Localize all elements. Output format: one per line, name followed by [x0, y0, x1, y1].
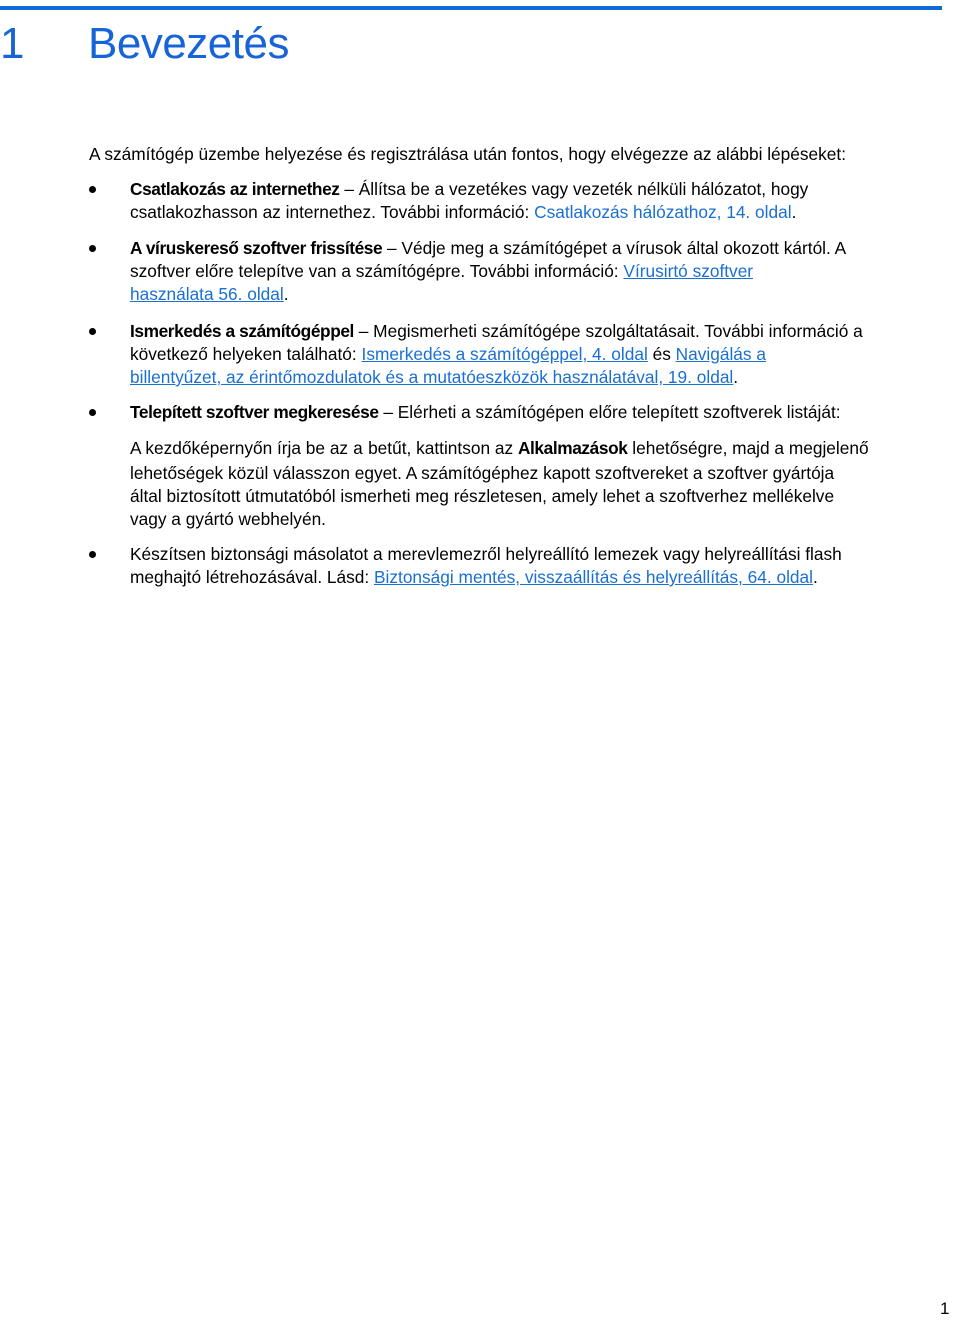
- link-ismerkedes[interactable]: Ismerkedés a számítógéppel, 4. oldal: [361, 344, 648, 364]
- text-line: [130, 178, 942, 201]
- link-navigalas-part1[interactable]: Navigálás a: [675, 344, 766, 364]
- list-item-biztonsagi: [130, 543, 942, 589]
- sub-text: A kezdőképernyőn írja be az: [130, 438, 353, 458]
- text-line: [130, 566, 942, 589]
- link-virusirto-part1[interactable]: Vírusirtó szoftver: [623, 261, 754, 281]
- text-line: Készítsen biztonsági másolatot a merevlemezről helyreállító lemezek vagy helyreállítási flash: [130, 544, 842, 564]
- item-description: – Védje meg a számítógépet a vírusok által okozott kártól. A: [382, 238, 847, 258]
- link-csatlakozas[interactable]: Csatlakozás hálózathoz, 14. oldal: [534, 202, 792, 222]
- list-item-text: [130, 543, 942, 589]
- text-line: által biztosított útmutatóból ismerheti meg részletesen, amely lehet a szoftverhez mellékelve: [130, 486, 835, 506]
- item-description: – Állítsa be a vezetékes vagy vezeték nélküli hálózatot, hogy: [339, 179, 809, 199]
- link-navigalas-part2[interactable]: billentyűzet, az érintőmozdulatok és a mutatóeszközök használatával, 19. oldal: [130, 367, 734, 387]
- item-description-cont: szoftver előre telepítve van a számítógépre. További információ:: [130, 261, 624, 281]
- ui-term: Alkalmazások: [517, 438, 628, 458]
- chapter-title: [0, 14, 289, 74]
- item-between: és: [647, 344, 676, 364]
- sub-text: lehetőségre, majd a megjelenő: [627, 438, 869, 458]
- text-line: [130, 260, 942, 283]
- text-line: [130, 437, 942, 462]
- bullet-icon: [89, 186, 96, 193]
- intro-paragraph: A számítógép üzembe helyezése és regisztrálása után fontos, hogy elvégezze az alábbi lépéseket:: [89, 144, 846, 164]
- item-description: – Elérheti a számítógépen előre telepített szoftverek listáját:: [378, 402, 841, 422]
- item-lead: Ismerkedés a számítógéppel: [130, 321, 354, 341]
- bullet-icon: [89, 245, 96, 252]
- list-item-antivirus: [130, 237, 942, 306]
- list-item-ismerkedes: [130, 320, 942, 389]
- bullet-icon: [89, 551, 96, 558]
- link-biztonsagi[interactable]: Biztonsági mentés, visszaállítás és helyreállítás, 64. oldal: [374, 567, 813, 587]
- bullet-icon: [89, 409, 96, 416]
- list-item-text: [130, 401, 942, 424]
- sub-text: betűt, kattintson az: [363, 438, 518, 458]
- chapter-number: 1: [0, 19, 24, 68]
- text-line: [130, 320, 942, 343]
- text-line: vagy a gyártó webhelyén.: [130, 509, 326, 529]
- list-item-text: [130, 178, 942, 224]
- text-line: [130, 237, 942, 260]
- chapter-top-rule: [0, 6, 942, 10]
- link-virusirto-part2[interactable]: használata 56. oldal: [130, 284, 284, 304]
- text-line: [130, 283, 942, 306]
- item-lead: Csatlakozás az internethez: [130, 179, 340, 199]
- text-line: [130, 401, 942, 424]
- item-lead: Telepített szoftver megkeresése: [130, 402, 379, 422]
- item-end: .: [812, 567, 818, 587]
- key-text: a: [352, 441, 364, 460]
- item-description-cont: meghajtó létrehozásával. Lásd:: [130, 567, 375, 587]
- sub-paragraph: [130, 437, 942, 531]
- item-description-cont: csatlakozhasson az internethez. További információ:: [130, 202, 535, 222]
- item-end: .: [283, 284, 289, 304]
- item-description: – Megismerheti számítógépe szolgáltatásait. További információ a: [353, 321, 863, 341]
- text-line: lehetőségek közül válasszon egyet. A számítógéphez kapott szoftvereket a szoftver gyártója: [130, 463, 835, 483]
- item-lead: A víruskereső szoftver frissítése: [130, 238, 383, 258]
- list-item-internet: [130, 178, 942, 224]
- item-end: .: [791, 202, 797, 222]
- list-item-szoftver: [130, 401, 942, 531]
- text-line: [130, 201, 942, 224]
- text-line: [130, 366, 942, 389]
- page-number: 1: [940, 1299, 950, 1318]
- bullet-icon: [89, 328, 96, 335]
- chapter-title-text: Bevezetés: [88, 19, 289, 68]
- item-description-cont: következő helyeken található:: [130, 344, 362, 364]
- list-item-text: [130, 320, 942, 389]
- item-end: .: [733, 367, 739, 387]
- text-line: [130, 343, 942, 366]
- list-item-text: [130, 237, 942, 306]
